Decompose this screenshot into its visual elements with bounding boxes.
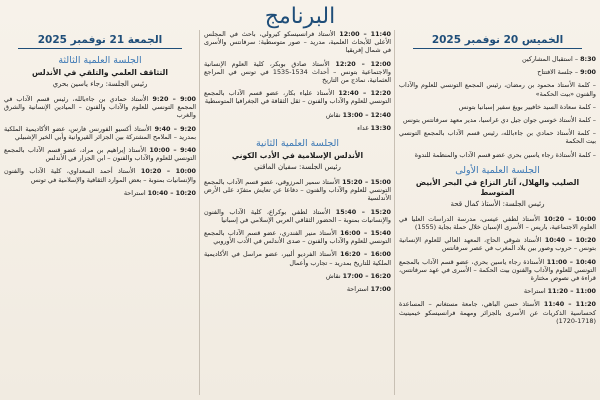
item-time: 8:30 [580, 55, 596, 63]
item-text: الأستاذ لطفي بوكراع، كلية الآداب والفنون والإنسانيات بمنوبة – الحضور الثقافي العربي الإسلامي في إسبانيا [204, 207, 391, 224]
item-text: – كلمة سعادة السيد خافيير بويغ سفير إسبانيا بتونس [458, 102, 596, 111]
program-title: البرنامج [264, 4, 336, 29]
program-item [4, 146, 196, 162]
program-item [204, 124, 391, 132]
item-text: الأستاذ شوقي الحاج، المعهد العالي للعلوم الإنسانية بتونس – حروب وصور بين بلاد المغرب في عصر سرفانتس [399, 236, 596, 253]
item-time: 10:20 – 10:40 [544, 236, 596, 245]
program-item [4, 167, 196, 183]
program-item [204, 60, 391, 85]
day-underline [413, 48, 582, 49]
item-text: – كلمة الأستاذة رجاء ياسين بحري عضو قسم الآداب والمنظمة للندوة [414, 150, 596, 159]
item-time: 10:00 – 10:20 [140, 167, 196, 176]
session-title: الجلسة العلمية الثانية [255, 138, 340, 150]
program-item [399, 300, 596, 325]
program-item [399, 55, 596, 63]
program-item [4, 95, 196, 120]
item-text: الأستاذ حمادي بن جاءبالله، رئيس قسم الآداب في المجمع التونسي للعلوم والآداب والفنون – الميادين الإنسانية والشرق والغرب [4, 95, 196, 120]
session-theme: الأندلس الإسلامية في الأدب الكوني [231, 151, 364, 161]
item-text: الأستاذ أحمد السعداوي، كلية الآداب والفنون والإنسانيات بمنوبة – بعض الموارد الثقافية والإسلامية في تونس [4, 167, 196, 184]
item-time: 11:40 – 12:00 [339, 30, 391, 38]
item-text: – جلسة الافتتاح [537, 68, 579, 77]
column-thursday-continued [200, 30, 395, 400]
item-text: الأستاذ سمير المرزوقي، عضو قسم الآداب بالمجمع التونسي للعلوم والآداب والفنون – دفاعا عن تعايش متفرّد على الأرض الأندلسية [204, 178, 391, 203]
program-item [399, 151, 596, 159]
item-time: 13:30 [370, 123, 391, 132]
program-item [204, 208, 391, 224]
program-item [204, 272, 391, 280]
program-item [204, 111, 391, 119]
item-time: 16:00 – 16:20 [340, 250, 391, 259]
item-time: 10:00 – 10:20 [543, 214, 596, 223]
item-time: 17:00 [370, 285, 391, 294]
item-text: – استقبال المشاركين [521, 55, 579, 63]
item-text: نقاش [325, 110, 341, 119]
day-title: الجمعة 21 نوفمبر 2025 [37, 34, 163, 46]
session-theme: التثاقف العلمي والتلقي في الأندلس [32, 68, 168, 77]
program-item [204, 229, 391, 245]
program-item [399, 215, 596, 231]
program-item [399, 129, 596, 145]
column-friday [0, 30, 200, 400]
session-chair: رئيس الجلسة: رجاء ياسين بحري [52, 80, 148, 88]
item-time: 10:40 – 11:00 [546, 257, 596, 266]
program-item [399, 81, 596, 97]
program-item [399, 258, 596, 283]
program-item [4, 125, 196, 141]
item-text: الأستاذ صادق بوبكر، كلية العلوم الإنسانية والاجتماعية بتونس – أحداث 1534-1535 في تونس في المراجع العثمانية، نماذج من التاريخ [204, 59, 392, 85]
program-item [204, 89, 391, 105]
item-time: 12:00 – 12:20 [335, 59, 391, 68]
item-text: استراحة [523, 287, 546, 296]
program-item [399, 68, 596, 76]
session-theme: الصليب والهلال، آثار النزاع في البحر الأبيض المتوسط [415, 177, 580, 197]
session-chair: رئيس الجلسة: الأستاذ كمال قحة [450, 199, 545, 208]
item-text: الأستاذ فرانسيسكو كيرولي، باحث في المجلس الأعلى للأبحاث العلمية، مدريد – صور متوسطية: سرفانتس والأسرى في شمال إفريقيا [204, 30, 391, 55]
item-time: 15:00 – 15:20 [342, 178, 391, 187]
item-text: الأستاذ لطفي عيسى، مدرسة الدراسات العليا في العلوم الاجتماعية، باريس – الأسرى الإسبان خلال حملة بجاية (1555) [399, 214, 596, 232]
item-text: الأستاذ حسن الباهي، جامعة مستغانم – المساعدة كحساسية الذكريات عن الأسرى بالجزائر ومهمة فرانسيسكو خيمينيث (1718-1720) [399, 300, 596, 325]
item-text: – كلمة الأستاذ محمود بن رمضان، رئيس المجمع التونسي للعلوم والآداب والفنون «بيت الحكمة» [399, 81, 596, 98]
item-time: 9:00 [580, 68, 596, 77]
program-item [204, 178, 391, 203]
day-title: الخميس 20 نوفمبر 2025 [431, 34, 564, 46]
session-title: الجلسة العلمية الثالثة [58, 55, 142, 66]
day-underline [18, 48, 182, 49]
item-text: الأستاذ علياء بكار، عضو قسم الآداب بالمجمع التونسي للعلوم والآداب والفنون – ثقل الثقافة في الجغرافيا المتوسطية [204, 89, 391, 106]
program-item [399, 236, 596, 252]
item-text: – كلمة الأستاذ خوسي جوان جيل دي غراسيا، مدير معهد سرفانتس بتونس [402, 116, 596, 125]
item-time: 11:20 – 11:40 [543, 300, 596, 309]
item-text: نقاش [325, 271, 341, 280]
program-item [204, 250, 391, 266]
item-text: الأستاذ إبراهيم بن مراد، عضو قسم الآداب بالمجمع التونسي للعلوم والآداب والفنون – ابن الجزار في الأندلس [4, 146, 196, 163]
item-time: 12:40 – 13:00 [342, 110, 391, 119]
program-item [204, 285, 391, 293]
program-item [4, 189, 196, 197]
program-item [399, 287, 596, 295]
item-time: 9:40 – 10:00 [149, 146, 196, 155]
item-text: استراحة [123, 188, 146, 197]
program-item [204, 30, 391, 55]
item-text: الأستاذ أكسيو الفورنس فارس، عضو الأكاديمية الملكية بمدريد – الملامح المشتركة بين الجزائر القيروانية وأبي الخير الإشبيلي [4, 124, 196, 141]
program-item [399, 103, 596, 111]
session-chair: رئيس الجلسة: سفيان الماقني [254, 163, 341, 172]
item-time: 11:00 – 11:20 [547, 287, 596, 296]
item-time: 15:40 – 16:00 [340, 229, 391, 238]
item-text: استراحة [346, 285, 369, 294]
item-text: – كلمة الأستاذ حمادي بن جاءبالله، رئيس قسم الآداب بالمجمع التونسي بيت الحكمة [399, 129, 596, 146]
item-time: 10:20 – 10:40 [147, 188, 196, 197]
session-title: الجلسة العلمية الأولى [455, 164, 540, 176]
item-text: الأستاذ منير الفندري، عضو قسم الآداب بالمجمع التونسي للعلوم والآداب والفنون – صدى الأندلس في الأدب الأوروبي [204, 229, 391, 246]
item-time: 16:20 – 17:00 [342, 271, 391, 280]
item-time: 15:20 – 15:40 [335, 207, 391, 216]
item-time: 9:20 – 9:40 [154, 124, 196, 133]
item-text: الأستاذ الفرديو ألبير، عضو مراسل في الأكاديمية الملكية للتاريخ بمدريد – تجارب وأعمال [204, 250, 391, 267]
column-thursday [395, 30, 600, 400]
program-item [399, 116, 596, 124]
item-time: 9:00 – 9:20 [152, 95, 196, 103]
item-text: غداء [357, 123, 369, 132]
item-time: 12:20 – 12:40 [338, 89, 391, 98]
item-text: الأستاذة رجاء ياسين بحري، عضو قسم الآداب بالمجمع التونسي للعلوم والآداب والفنون بيت الحكمة – الأسرى في عهد سرفانتس، قراءة في نصوص مختارة [399, 257, 596, 283]
